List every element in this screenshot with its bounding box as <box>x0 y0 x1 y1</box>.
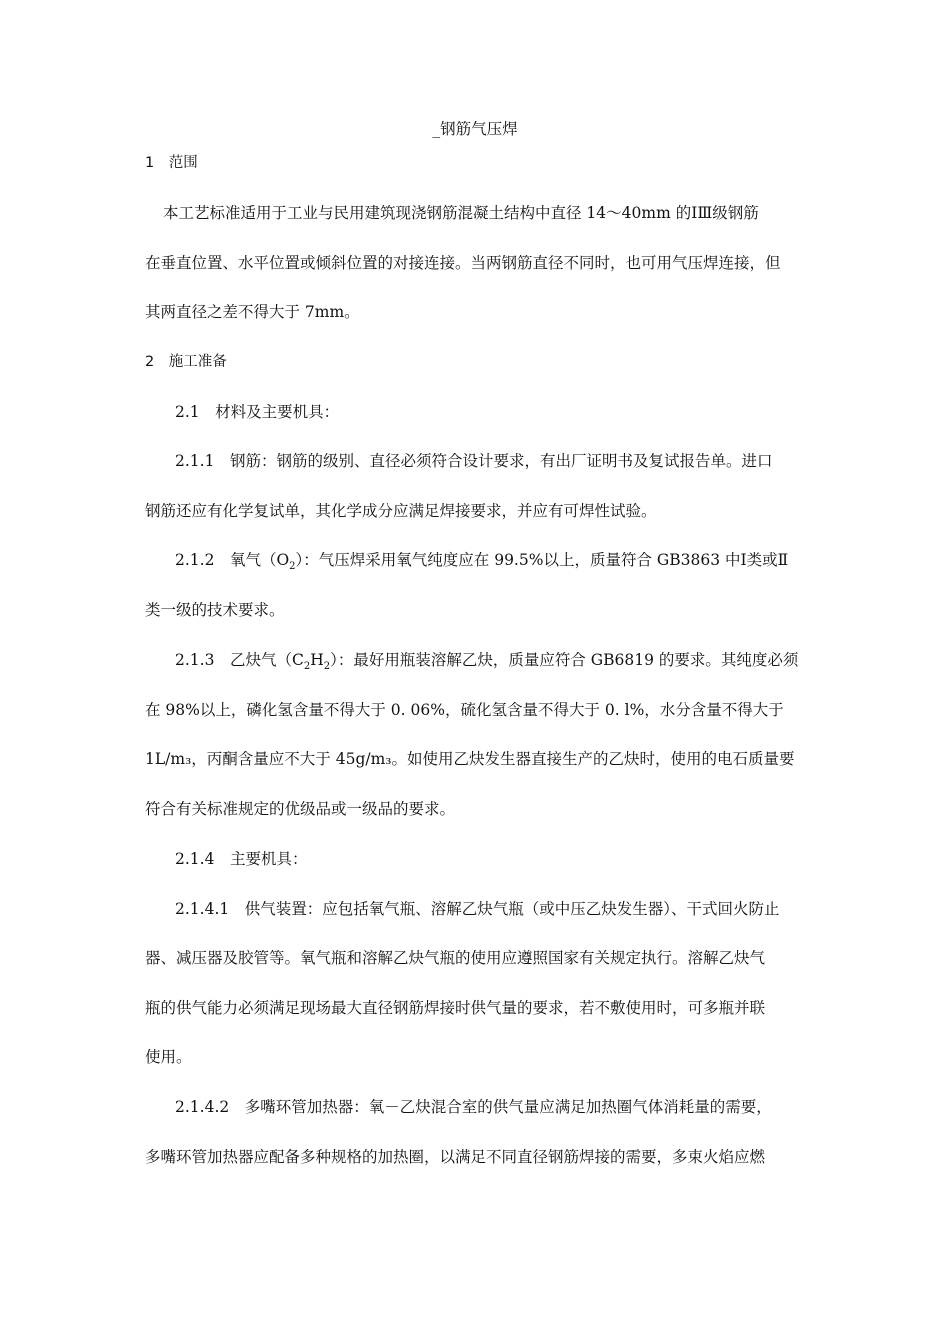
item-2-1-3-text: ）：最好用瓶装溶解乙炔，质量应符合 GB6819 的要求。其纯度必须 <box>330 651 799 669</box>
acetylene-subscript-h: 2 <box>323 661 331 673</box>
document-title: _钢筋气压焊 <box>432 120 518 138</box>
item-2-1-4-1-line-1: 2.1.4.1 供气装置：应包括氧气瓶、溶解乙炔气瓶（或中压乙炔发生器）、干式回火防止 <box>175 900 780 918</box>
section-1-paragraph-line-3: 其两直径之差不得大于 7mm。 <box>145 303 360 321</box>
item-2-1-2-text: ）：气压焊采用氧气纯度应在 99.5%以上，质量符合 GB3863 中Ⅰ类或Ⅱ <box>295 551 789 569</box>
section-1-heading: 1 范围 <box>145 155 198 171</box>
item-2-1-4-1-line-4: 使用。 <box>145 1048 192 1066</box>
acetylene-subscript-c: 2 <box>303 661 311 673</box>
item-2-1-3-line-1 <box>175 650 798 677</box>
item-2-1-2-line-1 <box>175 550 788 577</box>
item-2-1-2-line-2: 类一级的技术要求。 <box>145 601 285 619</box>
section-2-heading: 2 施工准备 <box>145 354 227 370</box>
item-2-1-2-label: 2.1.2 氧气（O <box>175 551 290 569</box>
acetylene-h: H <box>310 651 324 669</box>
item-2-1-4-1-line-3: 瓶的供气能力必须满足现场最大直径钢筋焊接时供气量的要求，若不敷使用时，可多瓶并联 <box>145 999 766 1017</box>
oxygen-subscript: 2 <box>289 561 296 573</box>
item-2-1-1-line-1: 2.1.1 钢筋：钢筋的级别、直径必须符合设计要求，有出厂证明书及复试报告单。进口 <box>175 452 773 470</box>
item-2-1-4-2-line-1: 2.1.4.2 多嘴环管加热器：氧－乙炔混合室的供气量应满足加热圈气体消耗量的需要， <box>175 1098 772 1116</box>
item-2-1-4-1-line-2: 器、减压器及胶管等。氧气瓶和溶解乙炔气瓶的使用应遵照国家有关规定执行。溶解乙炔气 <box>145 949 766 967</box>
item-2-1-4: 2.1.4 主要机具： <box>175 850 308 868</box>
item-2-1-3-line-4: 符合有关标准规定的优级品或一级品的要求。 <box>145 800 456 818</box>
item-2-1-1-line-2: 钢筋还应有化学复试单，其化学成分应满足焊接要求，并应有可焊性试验。 <box>145 502 657 520</box>
item-2-1-4-2-line-2: 多嘴环管加热器应配备多种规格的加热圈，以满足不同直径钢筋焊接的需要，多束火焰应燃 <box>145 1148 766 1166</box>
section-1-paragraph-line-1: 本工艺标准适用于工业与民用建筑现浇钢筋混凝土结构中直径 14～40mm 的ⅠⅢ级钢筋 <box>163 204 759 222</box>
subsection-2-1: 2.1 材料及主要机具： <box>175 403 340 421</box>
item-2-1-3-line-2: 在 98%以上，磷化氢含量不得大于 0. 06%，硫化氢含量不得大于 0. l%，水分含量不得大于 <box>145 701 784 719</box>
section-1-paragraph-line-2: 在垂直位置、水平位置或倾斜位置的对接连接。当两钢筋直径不同时，也可用气压焊连接，但 <box>145 254 781 272</box>
item-2-1-3-line-3: 1L/m₃，丙酮含量应不大于 45g/m₃。如使用乙炔发生器直接生产的乙炔时，使用的电石质量要 <box>145 750 795 768</box>
item-2-1-3-label: 2.1.3 乙炔气（C <box>175 651 304 669</box>
